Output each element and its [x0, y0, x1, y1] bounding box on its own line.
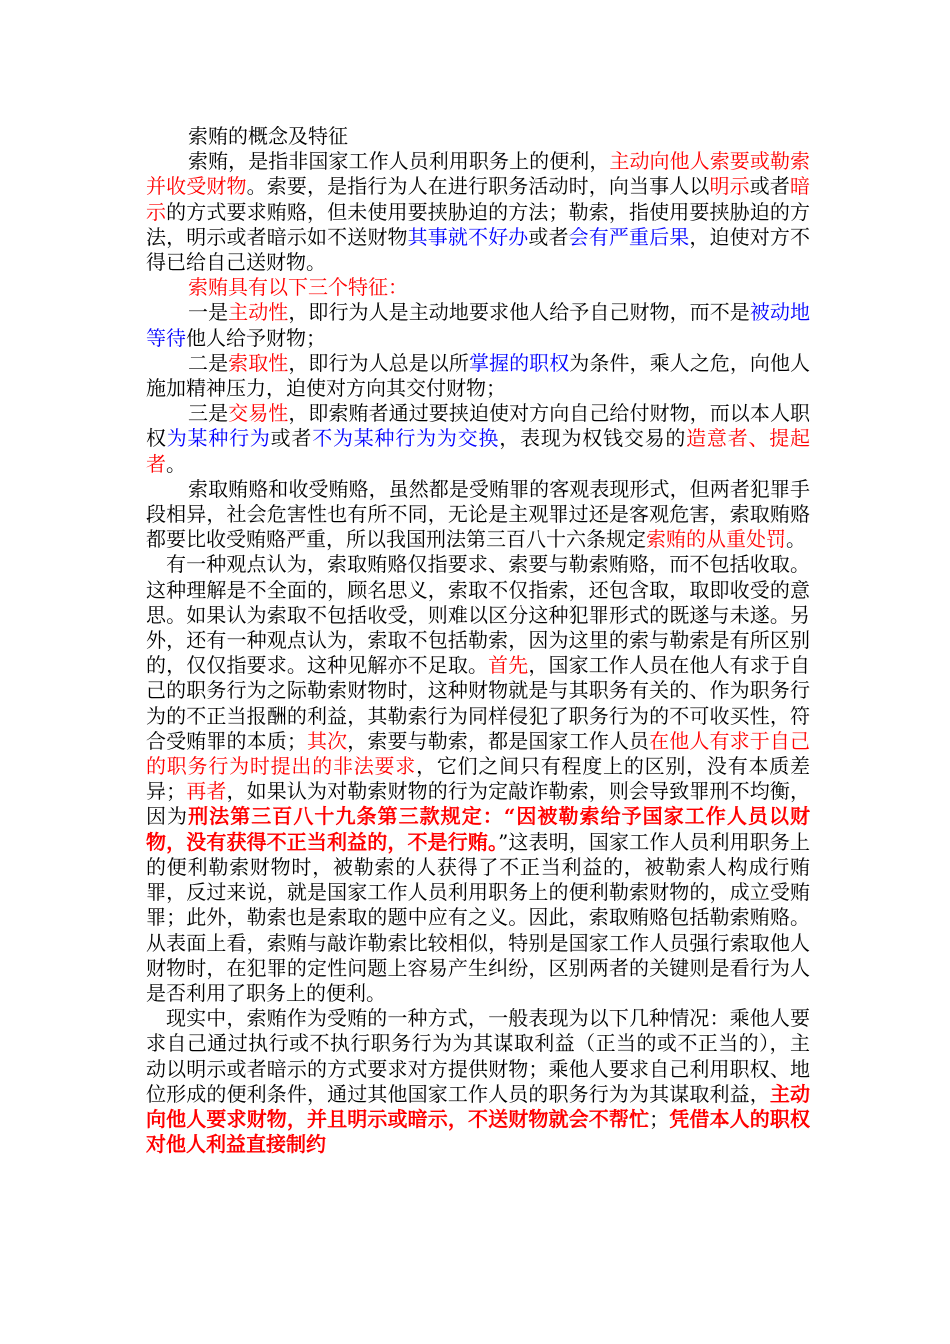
highlighted-text: 首先 [488, 653, 529, 678]
highlighted-text: 索贿具有以下三个特征： [188, 275, 408, 300]
text-run: ，迫使对方不得已给自己送财物。 [146, 224, 810, 275]
paragraph-feature-2 [146, 351, 810, 401]
text-run: 。 [166, 451, 186, 476]
highlighted-text: 暗示 [146, 174, 810, 224]
highlighted-text: 主动性 [228, 300, 289, 325]
highlighted-text: 不为某种行为为交换 [312, 426, 500, 451]
highlighted-text: 在他人有求于自己的职务行为时提出的非法要求 [146, 728, 810, 779]
highlighted-text: 会有严重后果 [568, 224, 690, 249]
highlighted-text: 交易性 [228, 401, 289, 426]
highlighted-text: 掌握的职权 [468, 350, 570, 375]
paragraph-feature-1 [146, 300, 810, 350]
highlighted-text: 其事就不好办 [407, 224, 529, 249]
paragraph-comparison [146, 477, 810, 553]
paragraph-definition [146, 149, 810, 275]
text-run: 索取贿赂和收受贿赂，虽然都是受贿罪的客观表现形式，但两者犯罪手段相异，社会危害性也有所不同，无论是主观罪过还是客观危害，索取贿赂都要比收受贿赂严重，所以我国刑法第三百八十六条规定 [146, 476, 810, 552]
text-run: 现实中，索贿作为受贿的一种方式，一般表现为以下几种情况：乘他人要求自己通过执行或不执行职务行为为其谋取利益（正当的或不正当的），主动以明示或者暗示的方式要求对方提供财物；乘他人要求自己利用职权、地位形成的便利条件，通过其他国家工作人员的职务行为为其谋取利益， [146, 1006, 810, 1106]
paragraph-reality [146, 1006, 810, 1157]
highlighted-text: 凭借本人的职权对他人利益直接制约 [146, 1106, 810, 1157]
document-page [146, 124, 810, 1157]
text-run: 的方式要求贿赂，但未使用要挟胁迫的方法；勒索，指使用要挟胁迫的方法，明示或者暗示如不送财物 [146, 199, 810, 249]
highlighted-text: 索贿的从重处罚 [646, 527, 786, 552]
highlighted-text: 主动向他人索要或勒索并收受财物 [146, 149, 811, 199]
highlighted-text: 明示 [709, 174, 750, 199]
paragraph-feature-3 [146, 401, 810, 477]
text-run: ，表现为权钱交易的 [499, 426, 687, 451]
text-run: 索贿，是指非国家工作人员利用职务上的便利， [188, 149, 610, 174]
text-run: ； [649, 1106, 670, 1131]
text-run: 为条件，乘人之危，向他人施加精神压力，迫使对方向其交付财物； [146, 350, 811, 401]
highlighted-text: 造意者、提起者 [146, 426, 811, 476]
highlighted-text: 索取性 [228, 350, 289, 375]
highlighted-text: 再者 [186, 779, 227, 804]
text-run: 一是 [188, 300, 229, 325]
text-run: ”这表明，国家工作人员利用职务上的便利勒索财物时，被勒索的人获得了不正当利益的，被勒索人构成行贿罪，反过来说，就是国家工作人员利用职务上的便利勒索财物的，成立受贿罪；此外，勒索也是索取的题中应有之义。因此，索取贿赂包括勒索贿赂。从表面上看，索贿与敲诈勒索比较相似，特别是国家工作人员强行索取他人财物时，在犯罪的定性问题上容易产生纠纷，区别两者的关键则是看行为人是否利用了职务上的便利。 [146, 829, 810, 1005]
text-run: 三是 [188, 401, 229, 426]
text-run: 或者 [749, 174, 790, 199]
highlighted-text: 为某种行为 [166, 426, 271, 451]
text-run: 有一种观点认为，索取贿赂仅指要求、索要与勒索贿赂，而不包括收取。这种理解是不全面的，顾名思义，索取不仅指索，还包含取，取即收受的意思。如果认为索取不包括收受，则难以区分这种犯罪形式的既遂与未遂。另外，还有一种观点认为，索取不包括勒索，因为这里的索与勒索是有所区别的，仅仅指要求。这种见解亦不足取。 [146, 552, 810, 678]
highlighted-text: 主动向他人要求财物，并且明示或暗示，不送财物就会不帮忙 [146, 1081, 810, 1131]
text-run: ，国家工作人员在他人有求于自己的职务行为之际勒索财物时，这种财物就是与其职务有关的、作为职务行为的不正当报酬的利益，其勒索行为同样侵犯了职务行为的不可收买性，符合受贿罪的本质； [146, 653, 810, 753]
text-run: 二是 [188, 350, 229, 375]
text-run: 。索要，是指行为人在进行职务活动时，向当事人以 [246, 174, 710, 199]
highlighted-text: 刑法第三百八十九条第三款规定：“因被勒索给予国家工作人员以财物，没有获得不正当利益的，不是行贿。 [146, 804, 811, 854]
document-title: 索贿的概念及特征 [188, 124, 348, 148]
text-run: 或者 [270, 426, 313, 451]
text-run: ，它们之间只有程度上的区别，没有本质差异； [146, 754, 811, 804]
highlighted-text: 其次 [306, 728, 348, 753]
paragraph-features-heading [146, 275, 810, 300]
paragraph-viewpoint [146, 552, 810, 1006]
text-run: ，即行为人是主动地要求他人给予自己财物，而不是 [288, 300, 750, 325]
highlighted-text: 被动地等待 [146, 300, 811, 350]
text-run: 或者 [528, 224, 569, 249]
text-run: ，索要与勒索，都是国家工作人员 [347, 728, 650, 753]
text-run: 他人给予财物； [186, 325, 326, 350]
text-run: 。 [786, 527, 806, 552]
text-run: ，即行为人总是以所 [288, 350, 469, 375]
text-run: ，即索贿者通过要挟迫使对方向自己给付财物，而以本人职权 [146, 401, 811, 451]
text-run: ，如果认为对勒索财物的行为定敲诈勒索，则会导致罪刑不均衡，因为 [146, 779, 810, 829]
